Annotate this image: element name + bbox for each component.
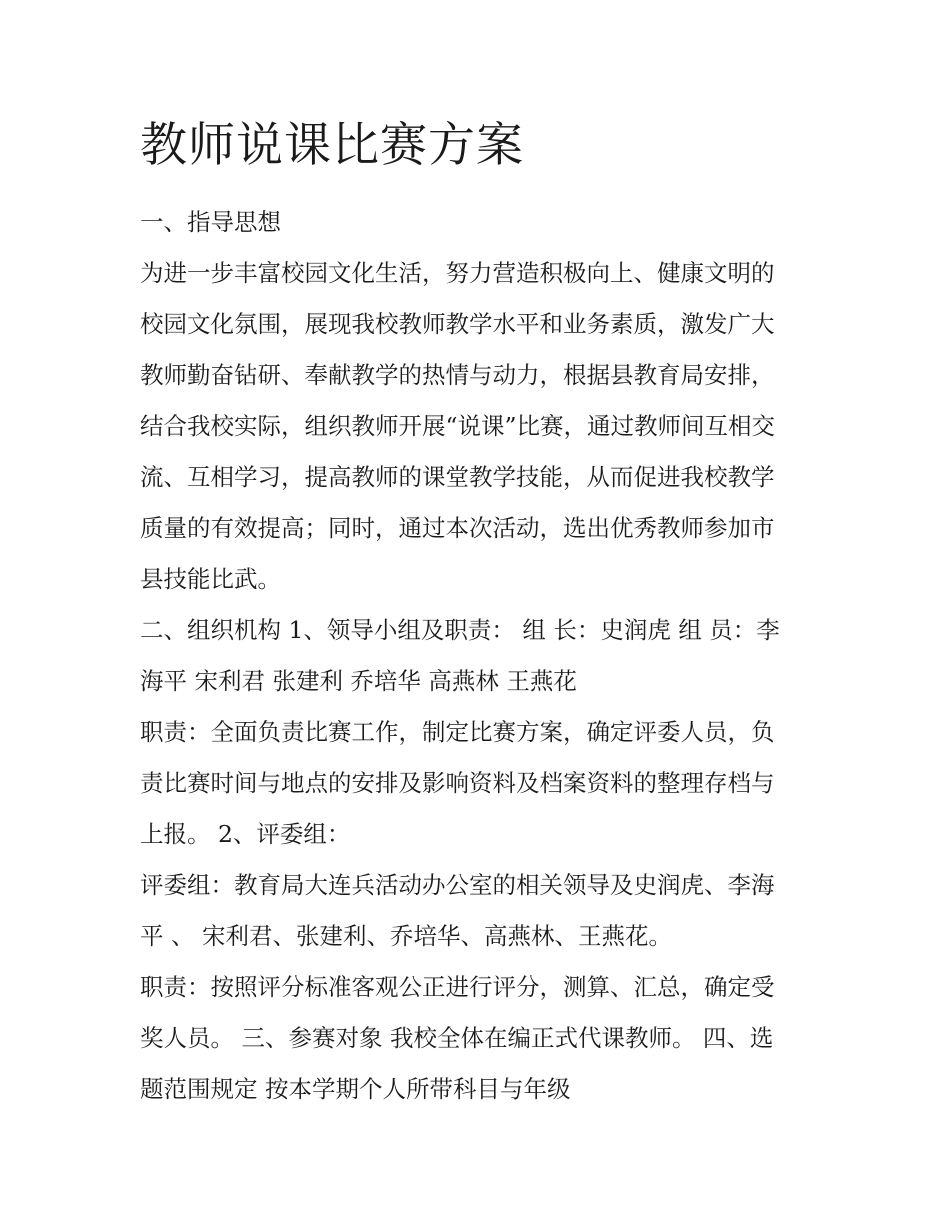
text-line: 职责：按照评分标准客观公正进行评分，测算、汇总，确定受 [140, 973, 775, 1001]
text-line: 流、互相学习，提高教师的课堂教学技能，从而促进我校教学 [140, 463, 775, 491]
document-body [140, 197, 810, 1115]
text-line: 职责：全面负责比赛工作，制定比赛方案，确定评委人员，负 [140, 718, 775, 746]
text-line: 为进一步丰富校园文化生活，努力营造积极向上、健康文明的 [140, 259, 775, 287]
text-line: 评委组：教育局大连兵活动办公室的相关领导及史润虎、李海 [140, 871, 775, 899]
text-line: 一、指导思想 [140, 208, 281, 236]
text-line: 结合我校实际，组织教师开展“说课”比赛，通过教师间互相交 [140, 412, 776, 440]
text-line: 校园文化氛围，展现我校教师教学水平和业务素质，激发广大 [140, 310, 775, 338]
text-line: 上报。 2、评委组： [140, 820, 351, 848]
document-title: 教师说课比赛方案 [140, 118, 524, 173]
text-line: 平 、 宋利君、张建利、乔培华、高燕林、王燕花。 [140, 922, 672, 950]
text-line: 质量的有效提高；同时，通过本次活动，选出优秀教师参加市 [140, 514, 775, 542]
text-line: 教师勤奋钻研、奉献教学的热情与动力，根据县教育局安排， [140, 361, 775, 389]
text-line: 海平 宋利君 张建利 乔培华 高燕林 王燕花 [140, 667, 577, 695]
text-line: 奖人员。 三、参赛对象 我校全体在编正式代课教师。 四、选 [140, 1024, 774, 1052]
text-line: 责比赛时间与地点的安排及影响资料及档案资料的整理存档与 [140, 769, 775, 797]
text-line: 题范围规定 按本学期个人所带科目与年级 [140, 1075, 571, 1103]
text-line: 县技能比武。 [140, 565, 281, 593]
text-line: 二、组织机构 1、领导小组及职责： 组 长：史润虎 组 员：李 [140, 616, 780, 644]
